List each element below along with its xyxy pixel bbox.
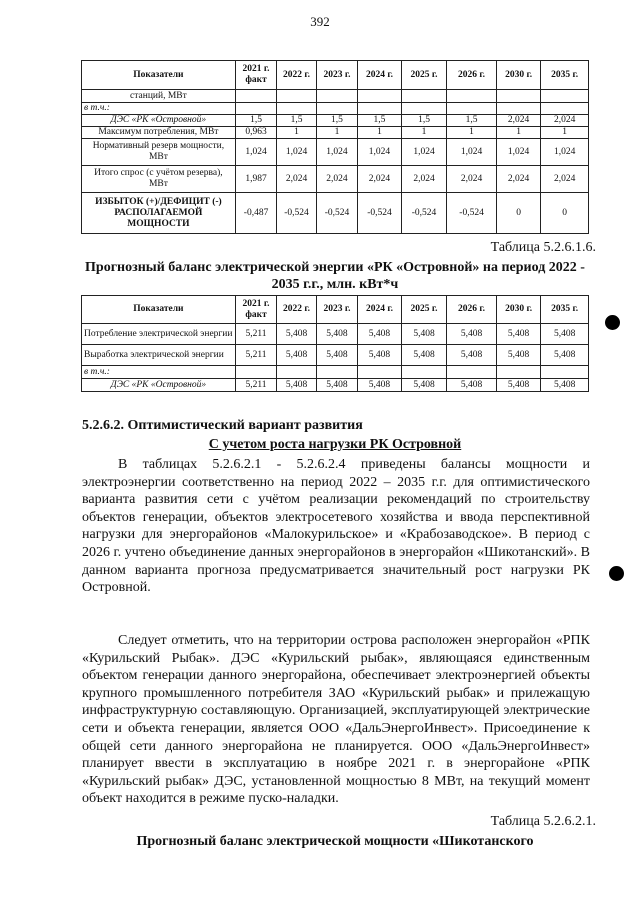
table-cell: 5,408 [447,345,497,366]
table3-caption: Таблица 5.2.6.2.1. [490,814,596,829]
punch-hole-top [605,315,620,330]
table-cell: 0 [541,193,589,234]
table-row [82,90,589,103]
column-header: 2025 г. [401,296,447,324]
column-header: Показатели [82,61,236,90]
paragraph-1-text: В таблицах 5.2.6.2.1 - 5.2.6.2.4 приведены балансы мощности и электроэнергии соответственно на период 2022 – 2035 г.г. для оптимистического варианта развития сети с учётом реализации рекомендаций по строительству объектов генерации, объектов электросетевого хозяйства и ввода перспективной нагрузки для энергорайонов «Малокурильское» и «Крабозаводское». В период с 2026 г. учтено объединение данных энергорайонов в энергорайон «Шикотанский». В данном варианта прогноза предусматривается значительный рост нагрузки РК Островной. [82,457,590,596]
table-cell: 2,024 [447,166,497,193]
column-header: 2022 г. [277,61,316,90]
table3-title: Прогнозный баланс электрической мощности «Шикотанского [136,834,534,849]
table-cell: 5,408 [316,324,357,345]
table-cell [496,103,541,115]
table-cell: 5,408 [358,324,402,345]
table-cell: 2,024 [496,115,541,127]
row-label: ДЭС «РК «Островной» [82,379,236,392]
column-header: 2024 г. [358,61,402,90]
table-cell [316,90,357,103]
table-cell [447,366,497,379]
table-cell: 2,024 [277,166,316,193]
table-cell: -0,524 [316,193,357,234]
table-cell: 1 [496,127,541,139]
table-cell: 0,963 [235,127,276,139]
table-row [82,166,589,193]
table-cell [541,90,589,103]
table-cell [316,103,357,115]
table-row [82,193,589,234]
row-label: Максимум потребления, МВт [82,127,236,139]
table-cell: 5,408 [277,379,316,392]
table-cell: 1,024 [496,139,541,166]
table-cell: 5,408 [541,345,589,366]
table-cell: -0,487 [235,193,276,234]
row-label: станций, МВт [82,90,236,103]
table-cell: -0,524 [401,193,447,234]
table-cell [401,366,447,379]
table-cell [496,90,541,103]
table-cell: 1,024 [541,139,589,166]
row-label: ИЗБЫТОК (+)/ДЕФИЦИТ (-) РАСПОЛАГАЕМОЙ МОЩНОСТИ [82,193,236,234]
table-row [82,127,589,139]
table-cell [496,366,541,379]
table-cell [541,103,589,115]
table-cell [277,103,316,115]
column-header: 2026 г. [447,61,497,90]
table-cell: 1 [447,127,497,139]
table-cell: 1,5 [277,115,316,127]
table-row [82,115,589,127]
energy-balance-table [81,295,589,392]
table-cell: 1,5 [358,115,402,127]
table-cell: 5,408 [541,379,589,392]
table-row [82,345,589,366]
power-balance-table [81,60,589,234]
subsection-heading: С учетом роста нагрузки РК Островной [208,437,462,452]
table-row [82,103,589,115]
table-cell [235,90,276,103]
table-cell [235,103,276,115]
table2-title: Прогнозный баланс электрической энергии «РК «Островной» на период 2022 - 2035 г.г., млн. кВт*ч [85,260,585,292]
table-cell: 1 [541,127,589,139]
column-header: 2023 г. [316,296,357,324]
page-number: 392 [310,14,330,29]
table-row [82,139,589,166]
row-label: Нормативный резерв мощности, МВт [82,139,236,166]
row-label: в т.ч.: [82,103,236,115]
table-cell: 5,408 [316,379,357,392]
table-cell: 5,211 [235,324,276,345]
table-cell: 5,408 [496,379,541,392]
table-cell [277,90,316,103]
table-cell: 1,024 [235,139,276,166]
table-cell: 1,5 [316,115,357,127]
row-label: Выработка электрической энергии [82,345,236,366]
table-cell: -0,524 [358,193,402,234]
column-header: 2035 г. [541,61,589,90]
table-cell: 5,408 [358,379,402,392]
table-cell: 1,024 [447,139,497,166]
table-cell [235,366,276,379]
table-cell: 0 [496,193,541,234]
column-header: 2022 г. [277,296,316,324]
table-cell: 1,5 [235,115,276,127]
table-cell: 1 [277,127,316,139]
table-cell [401,103,447,115]
column-header: 2030 г. [496,296,541,324]
table-cell: 5,408 [496,345,541,366]
table-cell [401,90,447,103]
column-header: 2026 г. [447,296,497,324]
column-header: 2021 г. факт [235,296,276,324]
table-cell: 5,408 [541,324,589,345]
table-cell [358,366,402,379]
table-cell: 1,5 [401,115,447,127]
row-label: Итого спрос (с учётом резерва), МВт [82,166,236,193]
column-header: 2030 г. [496,61,541,90]
table-row [82,324,589,345]
table-cell: 2,024 [316,166,357,193]
table2-caption: Таблица 5.2.6.1.6. [490,240,596,255]
section-heading: 5.2.6.2. Оптимистический вариант развития [82,418,363,433]
table-cell: 1 [401,127,447,139]
column-header: Показатели [82,296,236,324]
paragraph-2 [82,632,590,808]
table-cell: 1 [358,127,402,139]
table-cell: 5,408 [277,324,316,345]
table-cell [358,103,402,115]
column-header: 2025 г. [401,61,447,90]
column-header: 2024 г. [358,296,402,324]
row-label: в т.ч.: [82,366,236,379]
table-cell: 5,408 [401,379,447,392]
table-cell [541,366,589,379]
table-cell: 5,408 [496,324,541,345]
table-cell: 5,211 [235,379,276,392]
table-cell: 5,211 [235,345,276,366]
punch-hole-bottom [609,566,624,581]
table-cell: 1,5 [447,115,497,127]
table-cell: -0,524 [447,193,497,234]
table-cell: 2,024 [358,166,402,193]
paragraph-2-text: Следует отметить, что на территории острова расположен энергорайон «РПК «Курильский Рыбак». ДЭС «Курильский рыбак», являющаяся единственным объектом генерации данного энергорайона, обеспечивает электроэнергией объекты крупного промышленного потребителя ЗАО «Курильский рыбак» и прилежащую инфраструктурную составляющую. Организацией, эксплуатирующей электрические сети и объекта генерации, является ООО «ДальЭнергоИнвест». Присоединение к общей сети данного энергорайона не планируется. ООО «ДальЭнергоИнвест» планирует ввести в эксплуатацию в ноябре 2021 г. в энергорайоне «РПК «Курильский рыбак» ДЭС, установленной мощностью 8 МВт, на текущий момент объект находится в режиме пуско-наладки. [82,633,590,807]
table-cell: 1,024 [316,139,357,166]
row-label: Потребление электрической энергии [82,324,236,345]
table-cell [316,366,357,379]
table-cell: 5,408 [316,345,357,366]
table-cell: 5,408 [447,379,497,392]
table-cell: 5,408 [401,324,447,345]
table-cell: 5,408 [447,324,497,345]
table-cell: 2,024 [541,115,589,127]
column-header: 2035 г. [541,296,589,324]
table-cell [447,90,497,103]
table-cell: 1,987 [235,166,276,193]
table-row [82,366,589,379]
table-cell: 5,408 [401,345,447,366]
row-label: ДЭС «РК «Островной» [82,115,236,127]
table-cell: 2,024 [541,166,589,193]
paragraph-1 [82,456,590,597]
table-cell: 1,024 [358,139,402,166]
table-cell: 2,024 [496,166,541,193]
table-cell [447,103,497,115]
table-cell: 1,024 [401,139,447,166]
table-cell: 2,024 [401,166,447,193]
table-cell [358,90,402,103]
table-cell: 5,408 [277,345,316,366]
table-cell: 1 [316,127,357,139]
column-header: 2021 г. факт [235,61,276,90]
table-cell: 1,024 [277,139,316,166]
column-header: 2023 г. [316,61,357,90]
table-row [82,379,589,392]
table-cell: 5,408 [358,345,402,366]
table-cell [277,366,316,379]
table-cell: -0,524 [277,193,316,234]
